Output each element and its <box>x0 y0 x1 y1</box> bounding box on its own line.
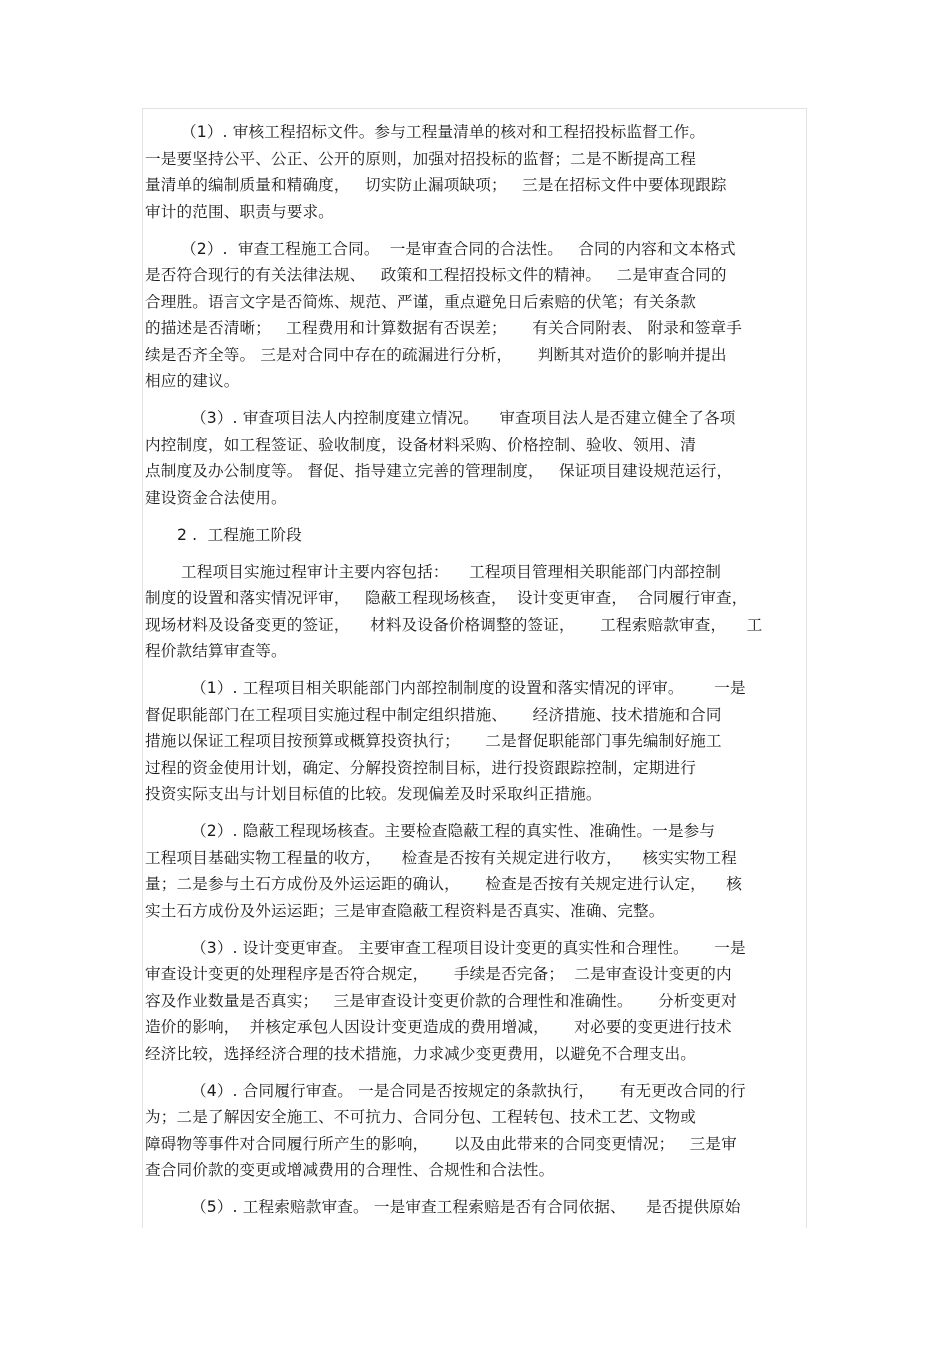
text-line: 建设资金合法使用。 <box>145 488 287 507</box>
paragraph-gap <box>145 808 807 819</box>
text-line: （1）. 审核工程招标文件。参与工程量清单的核对和工程招投标监督工作。 <box>181 123 706 141</box>
text-line: 过程的资金使用计划，确定、分解投资控制目标，进行投资跟踪控制，定期进行 <box>145 758 697 777</box>
text-line: （1）. 工程项目相关职能部门内部控制制度的设置和落实情况的评审。 一是 <box>191 679 746 697</box>
paragraph-4 <box>145 522 807 549</box>
text-line: 督促职能部门在工程项目实施过程中制定组织措施、 经济措施、技术措施和合同 <box>145 705 722 724</box>
paragraph-gap <box>145 395 807 406</box>
text-line: 续是否齐全等。 三是对合同中存在的疏漏进行分析， 判断其对造价的影响并提出 <box>145 345 727 364</box>
paragraph-gap <box>145 924 807 935</box>
text-line: 现场材料及设备变更的签证， 材料及设备价格调整的签证， 工程索赔款审查， 工 <box>145 615 763 634</box>
text-line: 经济比较，选择经济合理的技术措施，力求减少变更费用，以避免不合理支出。 <box>145 1044 697 1063</box>
text-line: 工程项目基础实物工程量的收方， 检查是否按有关规定进行收方， 核实实物工程 <box>145 848 737 867</box>
text-line: 造价的影响， 并核定承包人因设计变更造成的费用增减， 对必要的变更进行技术 <box>145 1018 732 1036</box>
text-line: 点制度及办公制度等。 督促、指导建立完善的管理制度， 保证项目建设规范运行， <box>145 462 733 480</box>
paragraph-6 <box>145 675 807 808</box>
text-line: 投资实际支出与计划目标值的比较。发现偏差及时采取纠正措施。 <box>145 785 602 803</box>
text-line: 为；二是了解因安全施工、不可抗力、合同分包、工程转包、技术工艺、文物或 <box>145 1108 697 1126</box>
paragraph-gap <box>145 225 807 236</box>
paragraph-gap <box>145 665 807 676</box>
paragraph-10 <box>145 1194 807 1221</box>
text-line: 审查设计变更的处理程序是否符合规定， 手续是否完备； 二是审查设计变更的内 <box>145 965 732 983</box>
text-line: （2）. 隐蔽工程现场核查。主要检查隐蔽工程的真实性、准确性。一是参与 <box>191 822 716 840</box>
text-line: （4）. 合同履行审查。 一是合同是否按规定的条款执行， 有无更改合同的行 <box>191 1081 746 1100</box>
text-line: 是否符合现行的有关法律法规、 政策和工程招投标文件的精神。 二是审查合同的 <box>145 266 727 284</box>
text-line: 内控制度，如工程签证、验收制度，设备材料采购、价格控制、验收、领用、清 <box>145 435 697 454</box>
text-line: 查合同价款的变更或增减费用的合理性、合规性和合法性。 <box>145 1161 555 1179</box>
paragraph-gap <box>145 511 807 522</box>
text-line: 2 . 工程施工阶段 <box>177 525 302 544</box>
paragraph-gap <box>145 1067 807 1078</box>
paragraph-7 <box>145 818 807 924</box>
text-line: 容及作业数量是否真实； 三是审查设计变更价款的合理性和准确性。 分析变更对 <box>145 991 737 1010</box>
text-line: 合理胜。语言文字是否简炼、规范、严谨，重点避免日后索赔的伏笔；有关条款 <box>145 292 697 311</box>
text-line: 的描述是否清晰； 工程费用和计算数据有否误差； 有关合同附表、 附录和签章手 <box>145 319 742 337</box>
text-line: 措施以保证工程项目按预算或概算投资执行； 二是督促职能部门事先编制好施工 <box>145 732 722 750</box>
text-line: 实土石方成份及外运运距；三是审查隐蔽工程资料是否真实、准确、完整。 <box>145 901 665 920</box>
text-line: 工程项目实施过程审计主要内容包括： 工程项目管理相关职能部门内部控制 <box>181 562 721 581</box>
text-line: （2）. 审查工程施工合同。 一是审查合同的合法性。 合同的内容和文本格式 <box>181 239 736 258</box>
paragraph-8 <box>145 935 807 1068</box>
paragraph-1 <box>145 119 807 225</box>
text-line: 障碍物等事件对合同履行所产生的影响， 以及由此带来的合同变更情况； 三是审 <box>145 1134 737 1153</box>
paragraph-9 <box>145 1078 807 1184</box>
text-line: 量；二是参与土石方成份及外运运距的确认， 检查是否按有关规定进行认定， 核 <box>145 875 742 893</box>
document-body <box>145 119 807 1221</box>
paragraph-5 <box>145 559 807 665</box>
text-line: 量清单的编制质量和精确度， 切实防止漏项缺项； 三是在招标文件中要体现跟踪 <box>145 176 727 194</box>
text-line: （5）. 工程索赔款审查。 一是审查工程索赔是否有合同依据、 是否提供原始 <box>191 1198 741 1216</box>
text-line: 审计的范围、职责与要求。 <box>145 202 334 221</box>
text-line: （3）. 设计变更审查。 主要审查工程项目设计变更的真实性和合理性。 一是 <box>191 938 746 957</box>
paragraph-3 <box>145 405 807 511</box>
paragraph-gap <box>145 548 807 559</box>
text-line: 相应的建议。 <box>145 372 240 390</box>
text-line: （3）. 审查项目法人内控制度建立情况。 审查项目法人是否建立健全了各项 <box>191 409 736 427</box>
text-line: 制度的设置和落实情况评审， 隐蔽工程现场核查， 设计变更审查， 合同履行审查， <box>145 589 748 607</box>
paragraph-2 <box>145 236 807 395</box>
paragraph-gap <box>145 1184 807 1195</box>
text-line: 程价款结算审查等。 <box>145 642 287 660</box>
text-line: 一是要坚持公平、公正、公开的原则，加强对招投标的监督；二是不断提高工程 <box>145 149 697 168</box>
